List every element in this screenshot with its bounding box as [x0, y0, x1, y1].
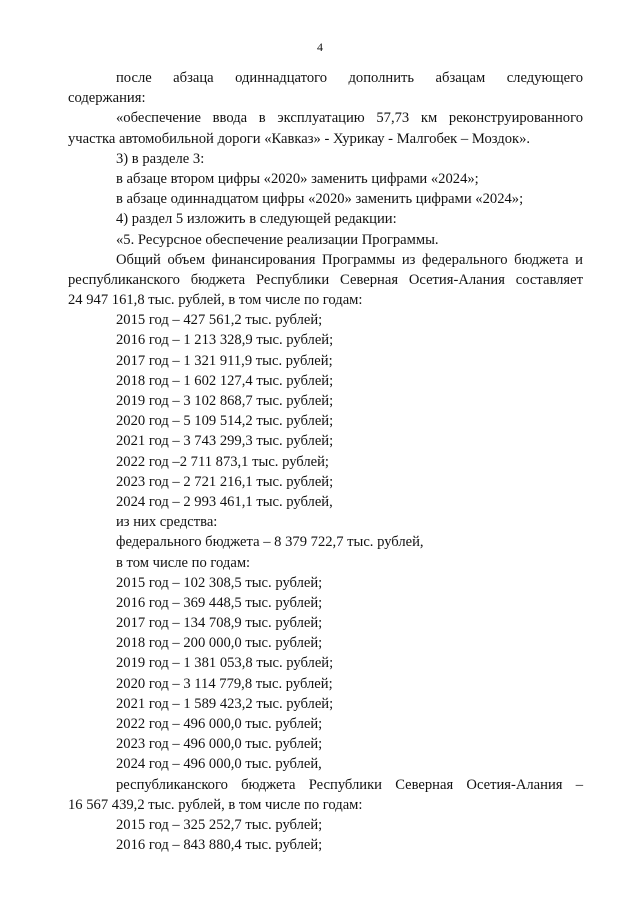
text-line: 16 567 439,2 тыс. рублей, в том числе по годам: — [68, 796, 363, 813]
text-line: в абзаце втором цифры «2020» заменить цифрами «2024»; — [116, 170, 479, 187]
text-line: из них средства: — [116, 514, 218, 531]
page-number: 4 — [317, 40, 323, 54]
text-line: 24 947 161,8 тыс. рублей, в том числе по годам: — [68, 292, 363, 309]
text-line: 2016 год – 843 880,4 тыс. рублей; — [116, 837, 323, 854]
text-line: 2024 год – 496 000,0 тыс. рублей, — [116, 756, 322, 773]
text-line: 2022 год – 496 000,0 тыс. рублей; — [116, 716, 323, 732]
text-line: 2019 год – 3 102 868,7 тыс. рублей; — [116, 393, 334, 409]
text-line: содержания: — [68, 90, 146, 107]
text-line: 2024 год – 2 993 461,1 тыс. рублей, — [116, 493, 333, 510]
text-line: 2023 год – 2 721 216,1 тыс. рублей; — [116, 473, 334, 490]
text-line: 2017 год – 134 708,9 тыс. рублей; — [116, 615, 323, 632]
text-line: 4) раздел 5 изложить в следующей редакции: — [116, 211, 397, 228]
text-line: федерального бюджета – 8 379 722,7 тыс. рублей, — [116, 534, 424, 551]
text-line: республиканского бюджета Республики Северная Осетия-Алания составляет — [68, 271, 583, 288]
text-line: 2018 год – 200 000,0 тыс. рублей; — [116, 635, 323, 652]
text-line: 3) в разделе 3: — [116, 150, 205, 167]
text-line: 2021 год – 3 743 299,3 тыс. рублей; — [116, 433, 334, 450]
text-line: 2016 год – 369 448,5 тыс. рублей; — [116, 594, 323, 611]
text-line: 2018 год – 1 602 127,4 тыс. рублей; — [116, 372, 334, 389]
text-line: 2023 год – 496 000,0 тыс. рублей; — [116, 736, 323, 753]
text-line: 2022 год –2 711 873,1 тыс. рублей; — [116, 453, 329, 470]
document-body — [68, 68, 583, 855]
text-line: участка автомобильной дороги «Кавказ» - Хурикау - Малгобек – Моздок». — [68, 130, 531, 147]
text-line: Общий объем финансирования Программы из федерального бюджета и — [116, 251, 583, 268]
text-line: в абзаце одиннадцатом цифры «2020» заменить цифрами «2024»; — [116, 191, 524, 208]
text-line: «5. Ресурсное обеспечение реализации Программы. — [116, 231, 439, 248]
text-line: 2017 год – 1 321 911,9 тыс. рублей; — [116, 352, 333, 369]
text-line: 2015 год – 325 252,7 тыс. рублей; — [116, 816, 323, 833]
text-line: 2016 год – 1 213 328,9 тыс. рублей; — [116, 332, 334, 349]
text-line: в том числе по годам: — [116, 554, 251, 571]
text-line: 2015 год – 427 561,2 тыс. рублей; — [116, 312, 323, 329]
text-line: республиканского бюджета Республики Северная Осетия-Алания – — [116, 776, 583, 793]
text-line: 2021 год – 1 589 423,2 тыс. рублей; — [116, 695, 334, 712]
text-line: 2020 год – 3 114 779,8 тыс. рублей; — [116, 675, 333, 692]
text-line: 2020 год – 5 109 514,2 тыс. рублей; — [116, 413, 334, 430]
text-line: 2019 год – 1 381 053,8 тыс. рублей; — [116, 655, 334, 672]
text-line: после абзаца одиннадцатого дополнить абзацам следующего — [116, 70, 583, 86]
text-line: 2015 год – 102 308,5 тыс. рублей; — [116, 574, 323, 591]
text-line: «обеспечение ввода в эксплуатацию 57,73 км реконструированного — [116, 110, 583, 127]
